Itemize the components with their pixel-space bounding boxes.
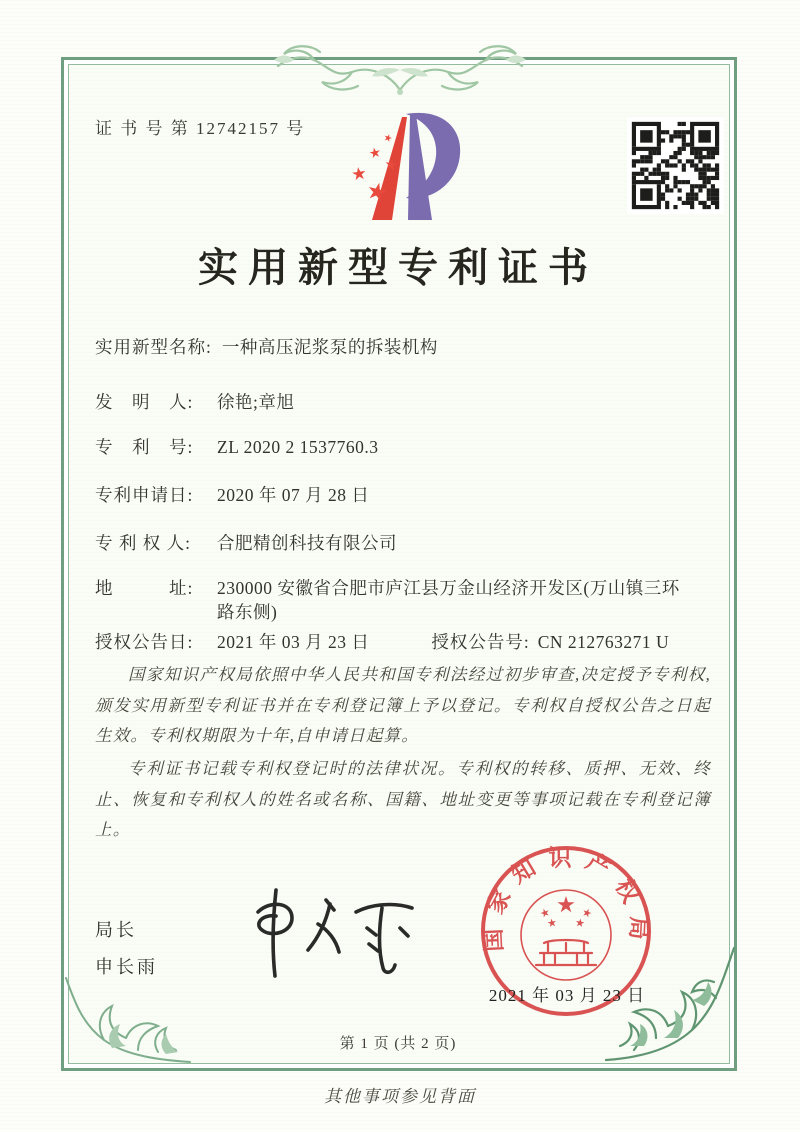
top-border-ornament-icon: [268, 36, 532, 98]
field-value: 230000 安徽省合肥市庐江县万金山经济开发区(万山镇三环路东侧): [217, 578, 680, 622]
field-label: 专利申请日:: [95, 484, 194, 505]
field-value: 一种高压泥浆泵的拆装机构: [221, 337, 438, 357]
field-address: [95, 577, 713, 624]
field-value: 合肥精创科技有限公司: [217, 532, 397, 553]
field-label: 专 利 号:: [95, 437, 194, 458]
certificate-title: 实用新型专利证书: [198, 245, 598, 290]
field-inventor: [95, 391, 713, 415]
field-label: 发 明 人:: [95, 391, 194, 412]
field-filing-date: [95, 484, 713, 508]
field-label: 授权公告号:: [431, 632, 530, 653]
page-number: 第 1 页 (共 2 页): [339, 1036, 457, 1052]
qr-code-icon: [627, 117, 724, 214]
svg-text:国家知识产权局: 国家知识产权局: [480, 845, 652, 953]
field-value: 2021 年 03 月 23 日: [217, 632, 370, 653]
field-grant-number: [431, 631, 669, 655]
legal-paragraph-1: 国家知识产权局依照中华人民共和国专利法经过初步审查,决定授予专利权,颁发实用新型专利证书并在专利登记簿上予以登记。专利权自授权公告之日起生效。专利权期限为十年,自申请日起算。: [95, 665, 711, 746]
seal-date: 2021 年 03 月 23 日: [488, 986, 646, 1005]
field-patent-number: [95, 436, 713, 460]
legal-paragraph-2: 专利证书记载专利权登记时的法律状况。专利权的转移、质押、无效、终止、恢复和专利权人的姓名或名称、国籍、地址变更等事项记载在专利登记簿上。: [95, 759, 711, 840]
back-side-note: 其他事项参见背面: [324, 1087, 476, 1106]
certificate-number: 证 书 号 第 12742157 号: [95, 119, 306, 138]
field-label: 实用新型名称:: [95, 337, 212, 357]
legal-body-text: [95, 660, 711, 848]
field-label: 授权公告日:: [95, 632, 194, 653]
field-label: 地 址:: [95, 578, 194, 599]
director-block: [95, 912, 158, 986]
director-handwritten-signature-icon: [218, 878, 424, 986]
field-value: ZL 2020 2 1537760.3: [217, 437, 379, 458]
field-value: 徐艳;章旭: [217, 391, 295, 412]
field-grant-row: [95, 631, 713, 655]
field-invention-name: [95, 336, 713, 360]
field-label: 专 利 权 人:: [95, 532, 191, 553]
director-name: 申长雨: [95, 956, 158, 977]
certificate-fields: [95, 336, 713, 655]
director-title: 局长: [95, 920, 137, 940]
field-value: CN 212763271 U: [537, 632, 670, 653]
cnipa-ip-logo-icon: [330, 108, 470, 228]
field-patentee: [95, 532, 713, 556]
field-value: 2020 年 07 月 28 日: [217, 484, 370, 505]
